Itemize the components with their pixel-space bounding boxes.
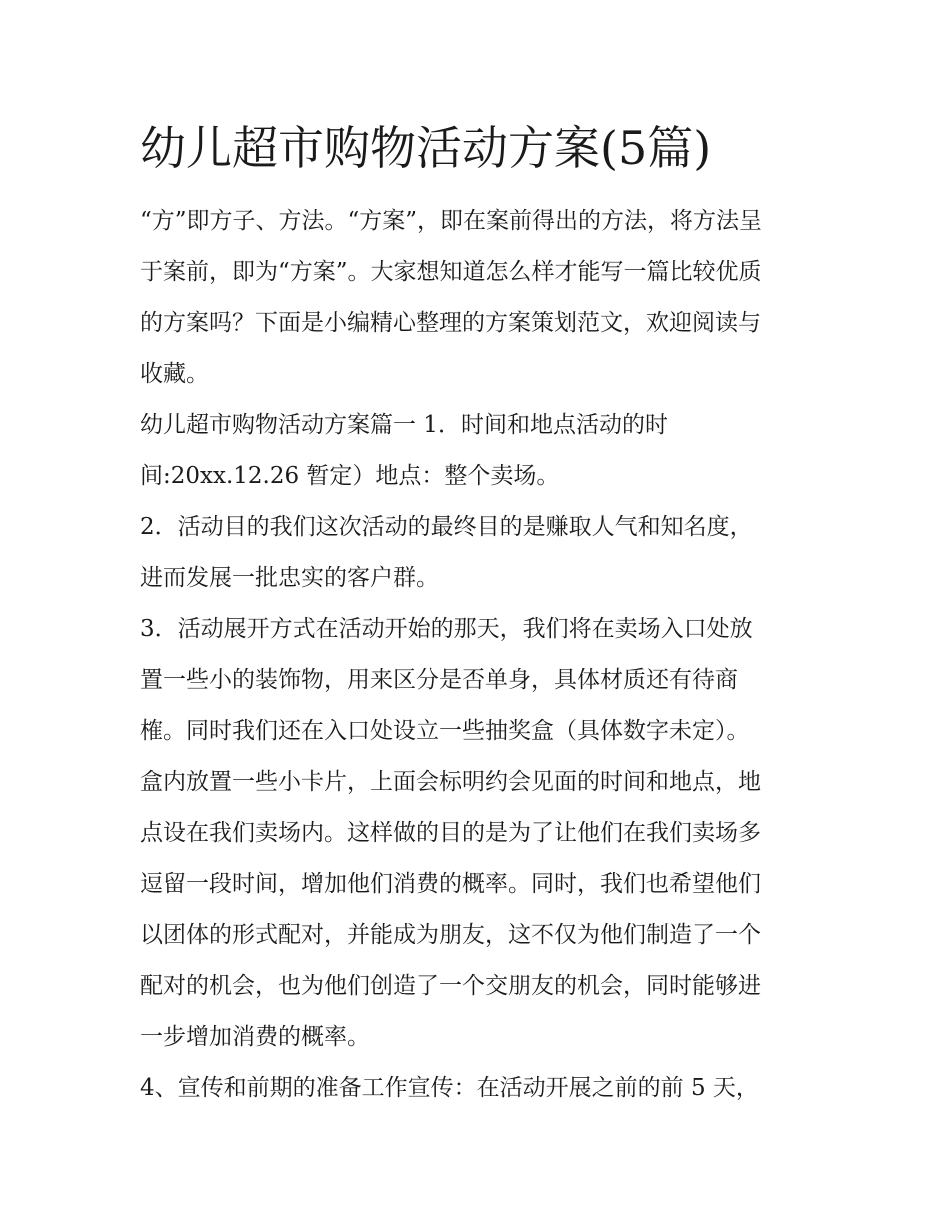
text-line: 榷。同时我们还在入口处设立一些抽奖盒（具体数字未定）。 — [140, 718, 750, 744]
text-line: “方”即方子、方法。“方案”，即在案前得出的方法，将方法呈 — [140, 208, 763, 234]
paragraph-section-2 — [140, 502, 820, 604]
paragraph-intro — [140, 196, 820, 400]
text-line: 2．活动目的我们这次活动的最终目的是赚取人气和知名度， — [140, 514, 753, 540]
text-line: 4、宣传和前期的准备工作宣传：在活动开展之前的前 5 天， — [140, 1075, 759, 1101]
text-line: 盒内放置一些小卡片，上面会标明约会见面的时间和地点，地 — [140, 769, 761, 795]
text-line: 间:20xx.12.26 暂定）地点：整个卖场。 — [140, 463, 560, 489]
document-page — [140, 112, 820, 1114]
text-line: 幼儿超市购物活动方案篇一 1．时间和地点活动的时 — [140, 412, 668, 438]
document-title: 幼儿超市购物活动方案(5篇) — [140, 121, 712, 175]
paragraph-section-3 — [140, 604, 820, 1063]
text-line: 于案前，即为“方案”。大家想知道怎么样才能写一篇比较优质 — [140, 259, 762, 285]
text-line: 收藏。 — [140, 361, 209, 387]
text-line: 配对的机会，也为他们创造了一个交朋友的机会，同时能够进 — [140, 973, 761, 999]
text-line: 点设在我们卖场内。这样做的目的是为了让他们在我们卖场多 — [140, 820, 761, 846]
text-line: 置一些小的装饰物，用来区分是否单身，具体材质还有待商 — [140, 667, 738, 693]
text-line: 的方案吗？下面是小编精心整理的方案策划范文，欢迎阅读与 — [140, 310, 761, 336]
paragraph-section-4 — [140, 1063, 820, 1114]
text-line: 3．活动展开方式在活动开始的那天，我们将在卖场入口处放 — [140, 616, 753, 642]
text-line: 以团体的形式配对，并能成为朋友，这不仅为他们制造了一个 — [140, 922, 761, 948]
paragraph-section-1 — [140, 400, 820, 502]
text-line: 一步增加消费的概率。 — [140, 1024, 370, 1050]
text-line: 逗留一段时间，增加他们消费的概率。同时，我们也希望他们 — [140, 871, 761, 897]
text-line: 进而发展一批忠实的客户群。 — [140, 565, 439, 591]
